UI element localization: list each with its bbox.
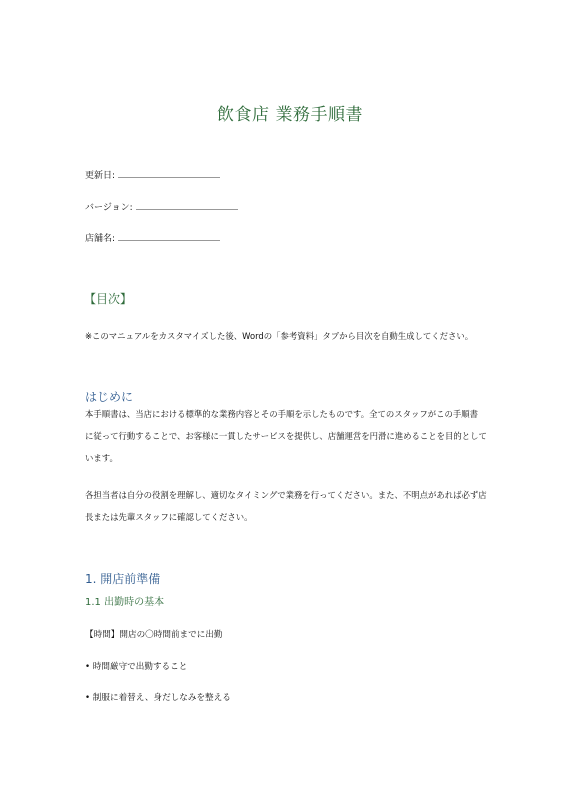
version-blank-line (136, 201, 238, 210)
section-1-heading: 1. 開店前準備 (85, 572, 161, 586)
time-line: 【時間】開店の〇時間前までに出勤 (85, 630, 223, 640)
updated-blank-line (118, 169, 220, 178)
intro-paragraph-2 (85, 484, 505, 528)
toc-heading: 【目次】 (84, 292, 133, 306)
meta-store-row (85, 231, 220, 244)
intro-p2-line2: 長または先輩スタッフに確認してください。 (85, 512, 253, 522)
intro-p1-line2: に従って行動することで、お客様に一貫したサービスを提供し、店舗運営を円滑に進めることを目的として (85, 431, 487, 441)
toc-note: ※このマニュアルをカスタマイズした後、Wordの「参考資料」タブから目次を自動生成してください。 (85, 331, 474, 341)
document-title: 飲食店 業務手順書 (217, 105, 363, 125)
subsection-1-1-heading: 1.1 出勤時の基本 (85, 597, 165, 608)
bullet-item-2: • 制服に着替え、身だしなみを整える (85, 693, 231, 703)
intro-p2-line1: 各担当者は自分の役割を理解し、適切なタイミングで業務を行ってください。また、不明点があれば必ず店 (85, 490, 487, 500)
meta-updated-row (85, 168, 220, 181)
intro-paragraph-1 (85, 403, 505, 469)
intro-heading: はじめに (85, 390, 134, 404)
store-blank-line (118, 232, 220, 241)
version-label: バージョン: (85, 203, 133, 213)
meta-version-row (85, 200, 238, 213)
updated-label: 更新日: (85, 171, 116, 181)
intro-p1-line3: います。 (85, 453, 118, 463)
store-label: 店舗名: (85, 234, 116, 244)
bullet-item-1: • 時間厳守で出勤すること (85, 662, 188, 672)
intro-p1-line1: 本手順書は、当店における標準的な業務内容とその手順を示したものです。全てのスタッフがこの手順書 (85, 409, 478, 419)
